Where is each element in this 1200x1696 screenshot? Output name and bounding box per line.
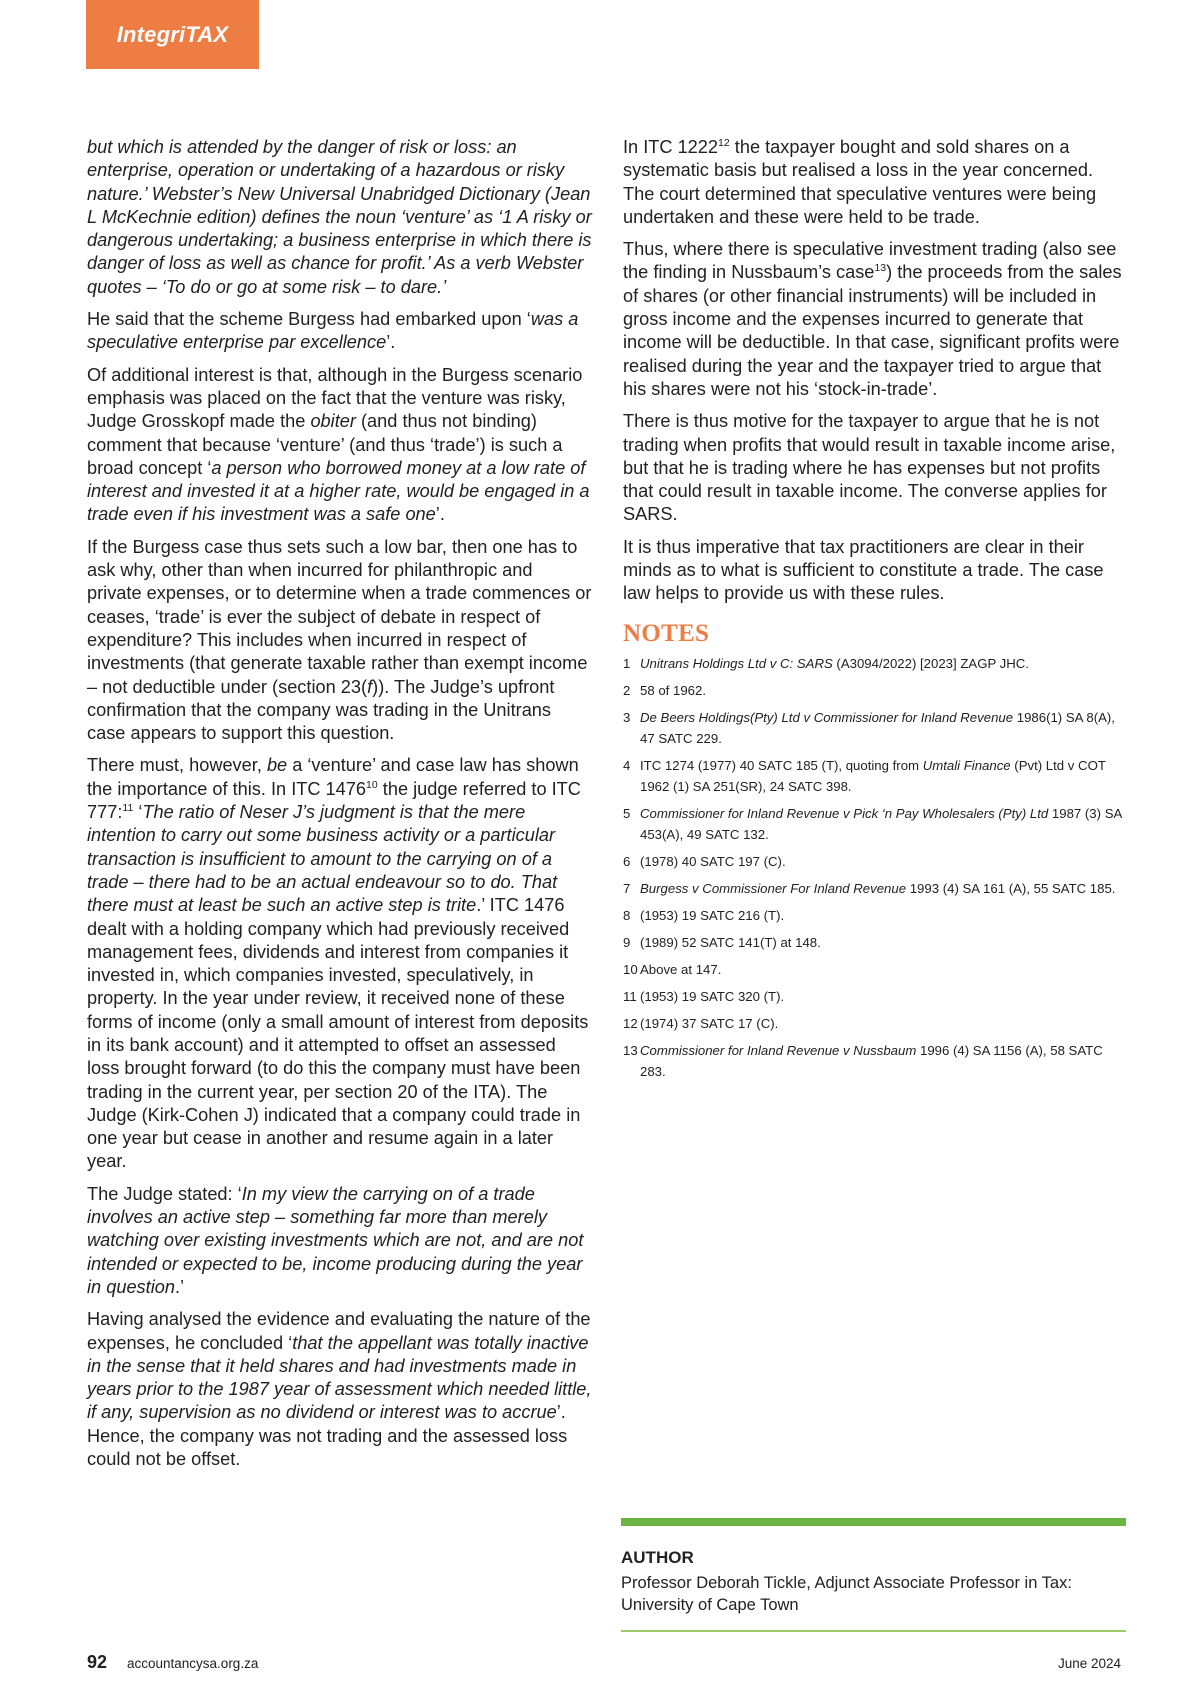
paragraph [87,536,592,746]
note-item [623,932,1128,953]
note-item [623,755,1128,797]
text-run: (1974) 37 SATC 17 (C). [640,1015,779,1031]
author-text: Professor Deborah Tickle, Adjunct Associate Professor in Tax: University of Cape Town [621,1574,1072,1614]
text-run: f [367,676,373,697]
text-run: (Pvt) Ltd v COT 1962 (1) SA 251(SR), 24 SATC 398. [640,757,1106,794]
paragraph [87,364,592,527]
text-run: It is thus imperative that tax practitioners are clear in their minds as to what is sufficient to constitute a trade. The case law helps to provide us with these rules. [623,536,1104,604]
note-number: 3 [623,709,631,725]
note-number: 8 [623,907,631,923]
text-run: (1989) 52 SATC 141(T) at 148. [640,934,821,950]
text-run: 1996 (4) SA 1156 (A), 58 SATC 283. [640,1042,1103,1079]
paragraph [623,410,1128,526]
left-column [87,136,592,1480]
text-run: 1986(1) SA 8(A), 47 SATC 229. [640,709,1115,746]
text-run: Above at 147. [640,961,722,977]
text-run: but which is attended by the danger of risk or loss: an enterprise, operation or undertaking of a hazardous or risky nature.’ Webster’s New Universal Unabridged Dictionary (Jean L McKechnie edition) defines the noun ‘venture’ as ‘1 A risky or dangerous undertaking; a business enterprise in which there is danger of loss as well as chance for profit.’ As a verb Webster quotes – ‘To do or go at some risk – to dare.’ [87,137,592,297]
note-number: 5 [623,805,631,821]
paragraph [87,1183,592,1299]
text-run: Having analysed the evidence and evaluating the nature of the expenses, he concluded ‘ [87,1309,591,1353]
text-run: 1993 (4) SA 161 (A), 55 SATC 185. [906,880,1116,896]
notes-list [623,653,1128,1082]
text-run: .’ ITC 1476 dealt with a holding company which had previously received management fees, dividends and interest from companies it invested in, which companies invested, speculatively, in property. In the year under review, it received none of these forms of income (only a small amount of interest from deposits in its bank account) and it attempted to offset an assessed loss brought forward (to do this the company must have been trading in the current year, per section 20 of the ITA). The Judge (Kirk-Cohen J) indicated that a company could trade in one year but cease in another and resume again in a later year. [87,895,589,1172]
integritax-logo: IntegriTAX [86,0,259,69]
footnote-ref: 11 [122,801,134,814]
note-item [623,1013,1128,1034]
note-number: 2 [623,682,631,698]
text-run: Commissioner for Inland Revenue v Pick ‘n Pay Wholesalers (Pty) Ltd [640,805,1049,821]
paragraph [87,136,592,299]
text-run: ‘ [133,802,143,823]
text-run: Thus, where there is speculative investment trading (also see the finding in Nussbaum’s case [623,239,1117,283]
text-run: (1953) 19 SATC 216 (T). [640,907,785,923]
footnote-ref: 10 [366,778,378,791]
text-run: In ITC 1222 [623,137,719,157]
text-run: Commissioner for Inland Revenue v Nussbaum [640,1042,917,1058]
text-run: ’. [386,332,396,353]
note-item [623,878,1128,899]
text-run: a person who borrowed money at a low rate of interest and invested it at a higher rate, would be engaged in a trade even if his investment was a safe one [87,457,590,525]
note-item [623,905,1128,926]
paragraph [87,1308,592,1471]
text-run: (A3094/2022) [2023] ZAGP JHC. [832,655,1029,671]
note-number: 7 [623,880,631,896]
text-run: Burgess v Commissioner For Inland Revenue [640,880,907,896]
note-number: 10 [623,961,638,977]
text-run: There must, however, [87,755,267,776]
text-run: He said that the scheme Burgess had embarked upon ‘ [87,309,531,330]
note-item [623,1040,1128,1082]
text-run: In my view the carrying on of a trade involves an active step – something far more than merely watching over existing investments which are not, and are not intended or expected to be, income producing during the year in question [87,1183,584,1297]
text-run: ITC 1274 (1977) 40 SATC 185 (T), quoting from [640,757,923,773]
text-run: The ratio of Neser J’s judgment is that the mere intention to carry out some business activity or a particular transaction is insufficient to amount to the carrying on of a trade – there had to be an actual endeavour so to do. That there must at least be such an active step is trite [87,802,558,916]
author-block [621,1518,1126,1632]
text-run: ’. Hence, the company was not trading and the assessed loss could not be offset. [87,1402,568,1470]
footer-date: June 2024 [1058,1656,1122,1671]
text-run: be [266,755,288,776]
author-heading: AUTHOR [621,1548,694,1567]
text-run: (1953) 19 SATC 320 (T). [640,988,785,1004]
text-run: obiter [310,411,356,432]
right-column [623,136,1128,1088]
paragraph [623,536,1128,606]
right-paragraphs [623,136,1128,606]
note-item [623,680,1128,701]
text-run: There is thus motive for the taxpayer to argue that he is not trading when profits that would result in taxable income arise, but that he is trading where he has expenses but not profits that could result in taxable income. The converse applies for SARS. [623,411,1116,525]
text-run: (1978) 40 SATC 197 (C). [640,853,786,869]
footnote-ref: 13 [874,262,887,275]
note-item [623,986,1128,1007]
note-number: 13 [623,1042,638,1058]
note-item [623,653,1128,674]
note-item [623,959,1128,980]
notes-heading: NOTES [623,619,710,647]
text-run: the taxpayer bought and sold shares on a systematic basis but realised a loss in the year concerned. The court determined that speculative ventures were being undertaken and these were held to be trade. [623,137,1097,227]
footnote-ref: 12 [718,136,730,149]
author-divider [621,1518,1126,1526]
paragraph [87,754,592,1173]
note-item [623,851,1128,872]
text-run: (and thus not binding) comment that because ‘venture’ (and thus ‘trade’) is such a broad concept ‘ [87,411,563,478]
note-number: 9 [623,934,631,950]
note-number: 12 [623,1015,638,1031]
text-run: Unitrans Holdings Ltd v C: SARS [640,655,833,671]
author-rule [621,1630,1126,1632]
paragraph [623,136,1128,229]
note-number: 11 [623,988,637,1004]
note-number: 4 [623,757,631,773]
text-run: a ‘venture’ and case law has shown the importance of this. In ITC 1476 [87,755,579,799]
text-run: was a speculative enterprise par excellence [87,309,579,353]
note-item [623,803,1128,845]
paragraph [87,308,592,355]
text-run: Of additional interest is that, although in the Burgess scenario emphasis was placed on the fact that the venture was risky, Judge Grosskopf made the [87,364,583,432]
text-run: The Judge stated: ‘ [87,1183,242,1204]
text-run: ’. [435,504,445,525]
text-run: De Beers Holdings(Pty) Ltd v Commissioner for Inland Revenue [640,709,1014,725]
note-number: 6 [623,853,631,869]
page-number: 92 [87,1652,108,1672]
paragraph [623,238,1128,401]
text-run: that the appellant was totally inactive in the sense that it held shares and had investments made in years prior to the 1987 year of assessment which needed little, if any, supervision as no dividend or interest was to accrue [87,1332,592,1423]
text-run: Umtali Finance [922,757,1011,773]
text-run: )). The Judge’s upfront confirmation that the company was trading in the Unitrans case appears to support this question. [87,676,555,744]
text-run: ) the proceeds from the sales of shares (or other financial instruments) will be included in gross income and the expenses incurred to generate that income will be deductible. In that case, significant profits were realised during the year and the taxpayer tried to argue that his shares were not his ‘stock-in-trade’. [623,262,1122,399]
text-run: If the Burgess case thus sets such a low bar, then one has to ask why, other than when incurred for philanthropic and private expenses, or to determine when a trade commences or ceases, ‘trade’ is ever the subject of debate in respect of expenditure? This includes when incurred in respect of investments (that generate taxable rather than exempt income – not deductible under (section 23( [87,536,592,697]
footer-site[interactable]: accountancysa.org.za [127,1656,259,1671]
text-run: .’ [174,1276,185,1297]
text-run: 1987 (3) SA 453(A), 49 SATC 132. [640,805,1122,842]
text-run: 58 of 1962. [640,682,706,698]
text-run: the judge referred to ITC 777: [87,778,581,823]
note-item [623,707,1128,749]
note-number: 1 [623,655,631,671]
